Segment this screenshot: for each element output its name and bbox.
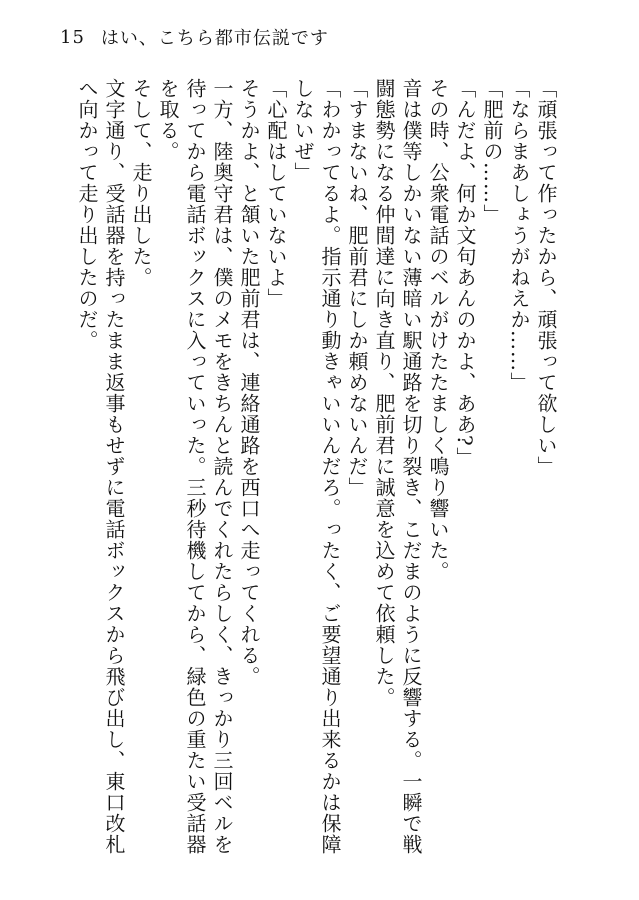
- page-header: [60, 22, 329, 52]
- chapter-title: はい、こちら都市伝説です: [100, 28, 329, 49]
- paragraph: 文字通り、受話器を持ったまま返事もせずに電話ボックスから飛び出し、東口改札へ向かって走り出したのだ。: [75, 78, 126, 855]
- paragraph: そして、走り出した。: [129, 78, 153, 288]
- vertical-body-text: [75, 78, 559, 868]
- paragraph: 「心配はしていないよ」: [264, 78, 288, 309]
- paragraph: 「んだよ、何か文句あんのかよ、ああ?」: [453, 78, 477, 468]
- paragraph: 一方、陸奥守君は、僕のメモをきちんと読んでくれたらしく、きっかり三回ベルを待ってから電話ボックスに入っていった。三秒待機してから、緑色の重たい受話器を取る。: [156, 78, 234, 855]
- page-number: 15: [60, 26, 85, 48]
- paragraph: 「すまないね、肥前君にしか頼めないんだ」: [345, 78, 369, 498]
- paragraph: その時、公衆電話のベルがけたたましく鳴り響いた。: [426, 78, 450, 582]
- paragraph: そうかよ、と頷いた肥前君は、連絡通路を西口へ走ってくれる。: [237, 78, 261, 687]
- paragraph: 「ならまあしょうがねえか……」: [507, 78, 531, 393]
- paragraph: 「頑張って作ったから、頑張って欲しい」: [534, 78, 558, 477]
- paragraph: 「肥前の……」: [480, 78, 504, 225]
- paragraph: 「わかってるよ。指示通り動きゃいいんだろ。ったく、ご要望通り出来るかは保障しないぜ」: [291, 78, 342, 855]
- paragraph: 音は僕等しかいない薄暗い駅通路を切り裂き、こだまのように反響する。一瞬で戦闘態勢になる仲間達に向き直り、肥前君に誠意を込めて依頼した。: [372, 78, 423, 855]
